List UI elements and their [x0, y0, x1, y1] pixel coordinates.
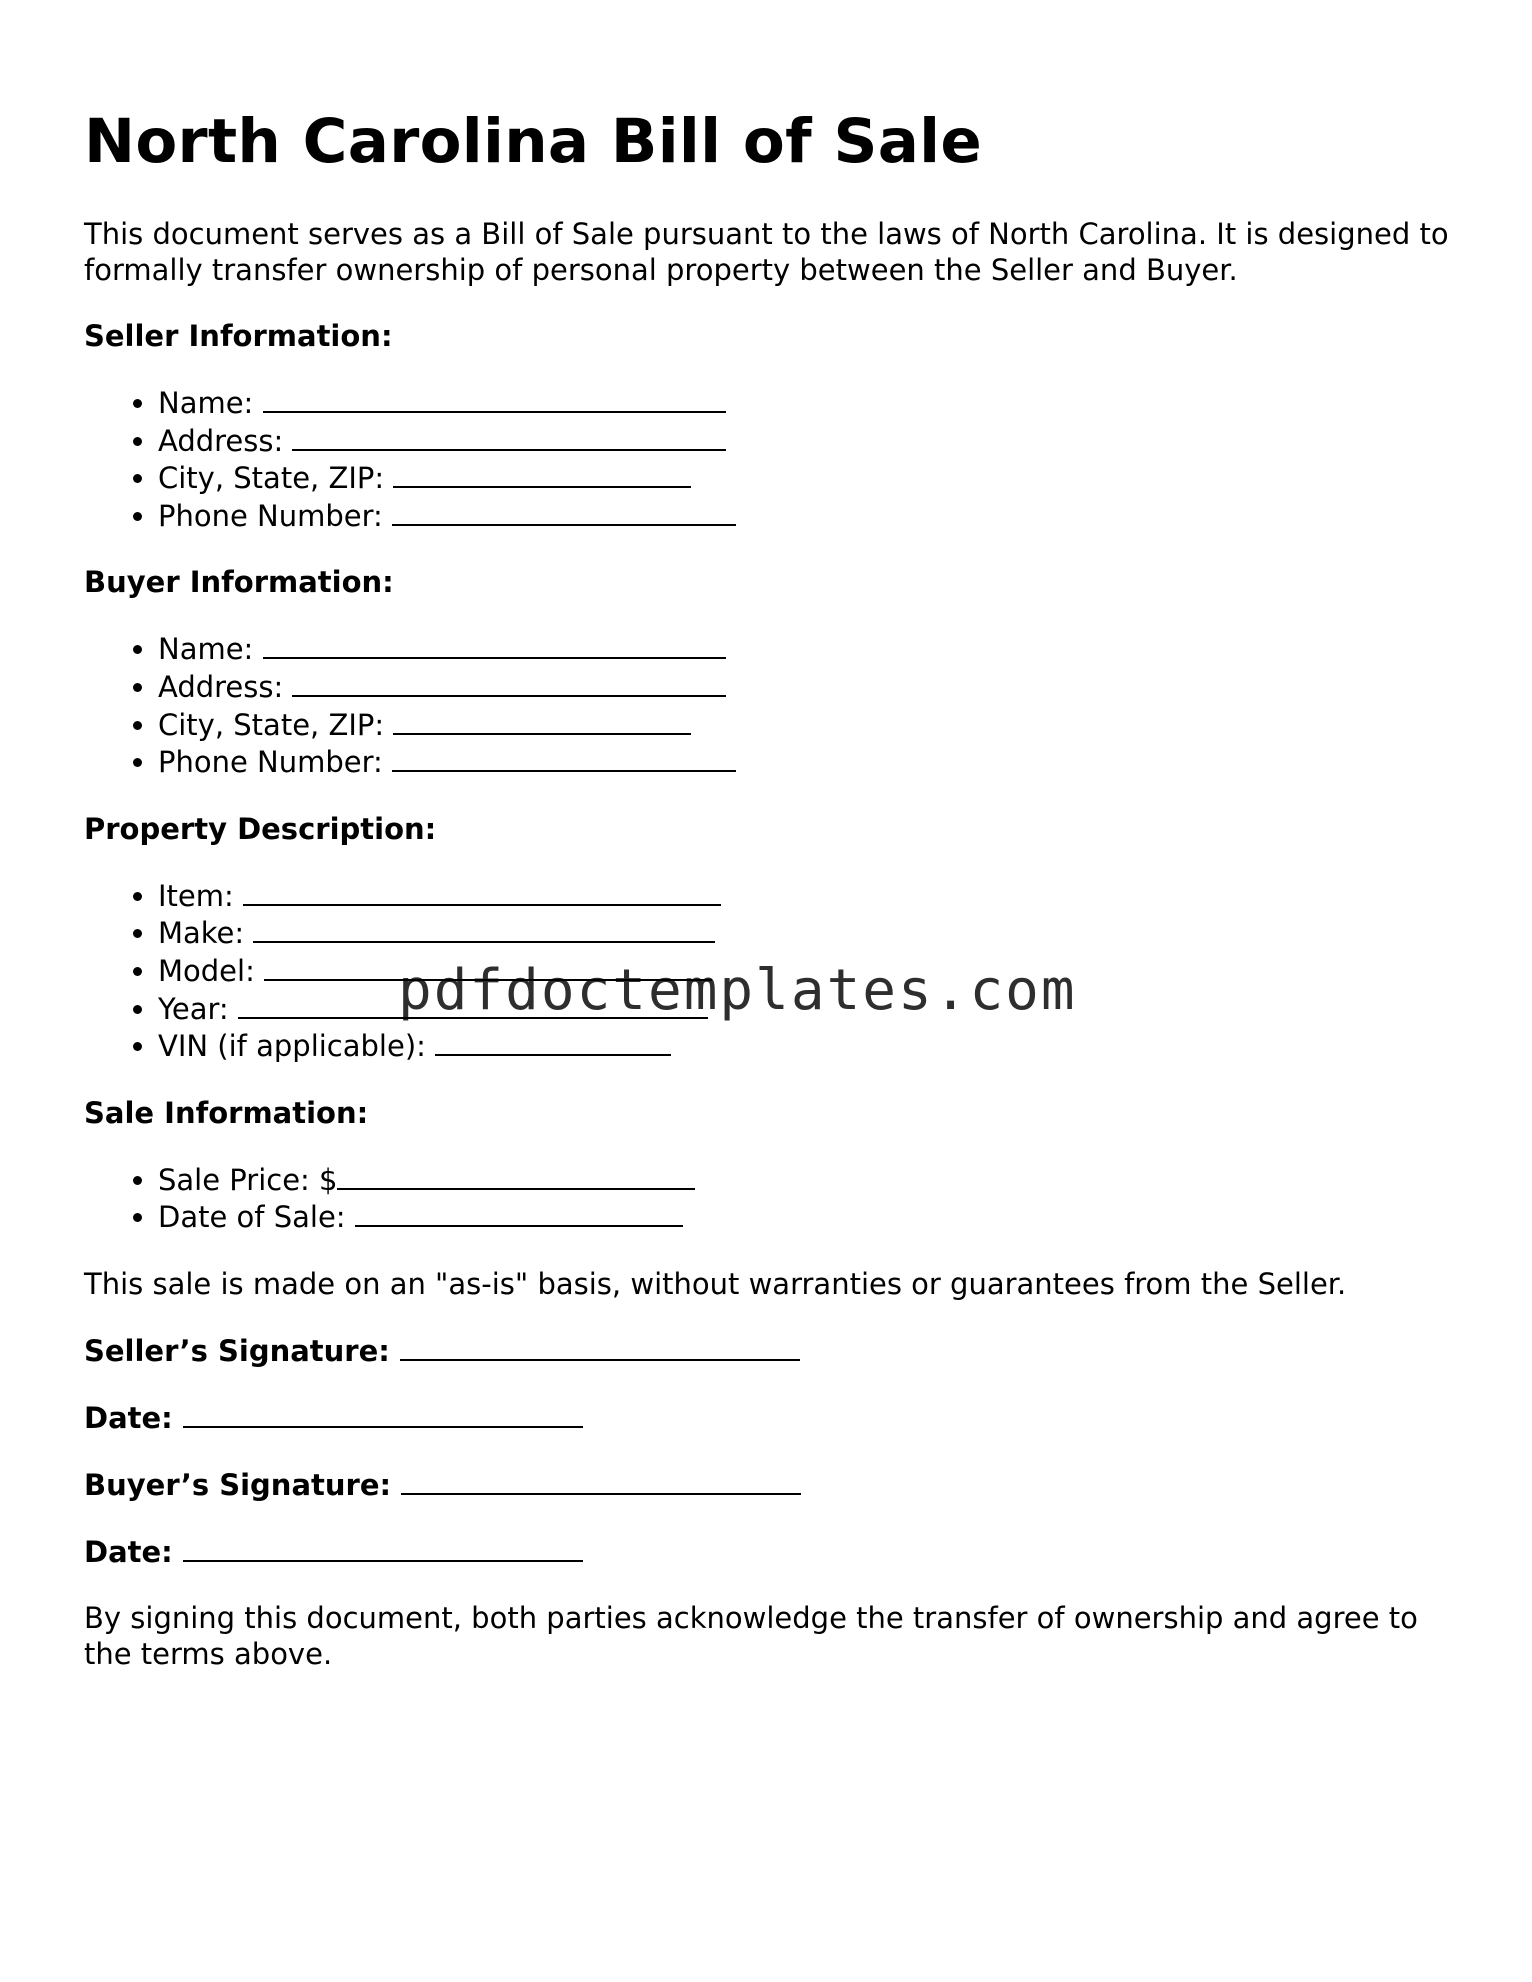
- property-item-item: [158, 877, 1464, 915]
- property-heading: Property Description:: [84, 811, 437, 846]
- field-label: VIN (if applicable):: [158, 1029, 426, 1064]
- buyer-date-blank[interactable]: [183, 1533, 583, 1562]
- buyer-signature-row: [84, 1466, 1464, 1503]
- property-vin-blank[interactable]: [435, 1027, 671, 1056]
- sale-price-blank[interactable]: [337, 1161, 695, 1190]
- buyer-city-blank[interactable]: [393, 706, 691, 735]
- field-label: Address:: [158, 423, 284, 458]
- field-label: Phone Number:: [158, 745, 383, 780]
- sale-date-item: [158, 1198, 1464, 1236]
- seller-name-item: [158, 384, 1464, 422]
- seller-date-label: Date:: [84, 1400, 173, 1435]
- property-make-item: [158, 914, 1464, 952]
- as-is-statement: This sale is made on an "as-is" basis, without warranties or guarantees from the Seller.: [84, 1266, 1347, 1301]
- field-label: Item:: [158, 878, 234, 913]
- seller-city-item: [158, 459, 1464, 497]
- seller-date-row: [84, 1399, 1464, 1436]
- property-make-blank[interactable]: [253, 914, 715, 943]
- seller-address-item: [158, 422, 1464, 460]
- intro-paragraph: This document serves as a Bill of Sale pursuant to the laws of North Carolina. It is designed to formally transfer ownership of personal property between the Seller and Buyer.: [84, 217, 1449, 287]
- seller-fields: [84, 384, 1464, 534]
- seller-signature-label: Seller’s Signature:: [84, 1333, 390, 1368]
- seller-phone-blank[interactable]: [392, 497, 736, 526]
- field-label: Sale Price: $: [158, 1162, 338, 1197]
- buyer-heading: Buyer Information:: [84, 565, 394, 600]
- buyer-phone-item: [158, 743, 1464, 781]
- document-page: [84, 0, 1464, 1672]
- watermark: pdfdoctemplates.com: [398, 958, 1077, 1023]
- field-label: Model:: [158, 953, 255, 988]
- buyer-city-item: [158, 706, 1464, 744]
- seller-phone-item: [158, 497, 1464, 535]
- sale-date-blank[interactable]: [355, 1198, 683, 1227]
- property-fields: [84, 877, 1464, 1065]
- field-label: Name:: [158, 632, 254, 667]
- buyer-signature-blank[interactable]: [401, 1466, 801, 1495]
- field-label: Year:: [158, 991, 229, 1026]
- buyer-name-blank[interactable]: [263, 630, 726, 659]
- field-label: Date of Sale:: [158, 1200, 346, 1235]
- sale-heading: Sale Information:: [84, 1095, 369, 1130]
- buyer-signature-label: Buyer’s Signature:: [84, 1467, 392, 1502]
- field-label: Name:: [158, 386, 254, 420]
- field-label: City, State, ZIP:: [158, 461, 385, 496]
- property-year-blank[interactable]: [238, 990, 708, 1019]
- property-model-blank[interactable]: [264, 952, 712, 981]
- seller-date-blank[interactable]: [183, 1399, 583, 1428]
- property-model-item: [158, 952, 1464, 990]
- field-label: Phone Number:: [158, 498, 383, 533]
- buyer-date-label: Date:: [84, 1534, 173, 1569]
- buyer-phone-blank[interactable]: [392, 743, 736, 772]
- sale-price-item: [158, 1161, 1464, 1199]
- sale-fields: [84, 1161, 1464, 1236]
- seller-city-blank[interactable]: [393, 459, 691, 488]
- field-label: City, State, ZIP:: [158, 707, 385, 742]
- property-item-blank[interactable]: [243, 877, 721, 906]
- seller-signature-blank[interactable]: [400, 1332, 800, 1361]
- field-label: Address:: [158, 669, 284, 704]
- property-vin-item: [158, 1027, 1464, 1065]
- seller-signature-row: [84, 1332, 1464, 1369]
- seller-heading: Seller Information:: [84, 319, 393, 353]
- seller-address-blank[interactable]: [292, 422, 726, 451]
- buyer-address-item: [158, 668, 1464, 706]
- buyer-address-blank[interactable]: [292, 668, 726, 697]
- field-label: Make:: [158, 916, 245, 951]
- seller-name-blank[interactable]: [263, 384, 726, 413]
- buyer-fields: [84, 630, 1464, 780]
- closing-paragraph: By signing this document, both parties acknowledge the transfer of ownership and agree to the terms above.: [84, 1600, 1418, 1671]
- buyer-name-item: [158, 630, 1464, 668]
- document-title: North Carolina Bill of Sale: [84, 106, 983, 177]
- property-year-item: [158, 990, 1464, 1028]
- buyer-date-row: [84, 1533, 1464, 1570]
